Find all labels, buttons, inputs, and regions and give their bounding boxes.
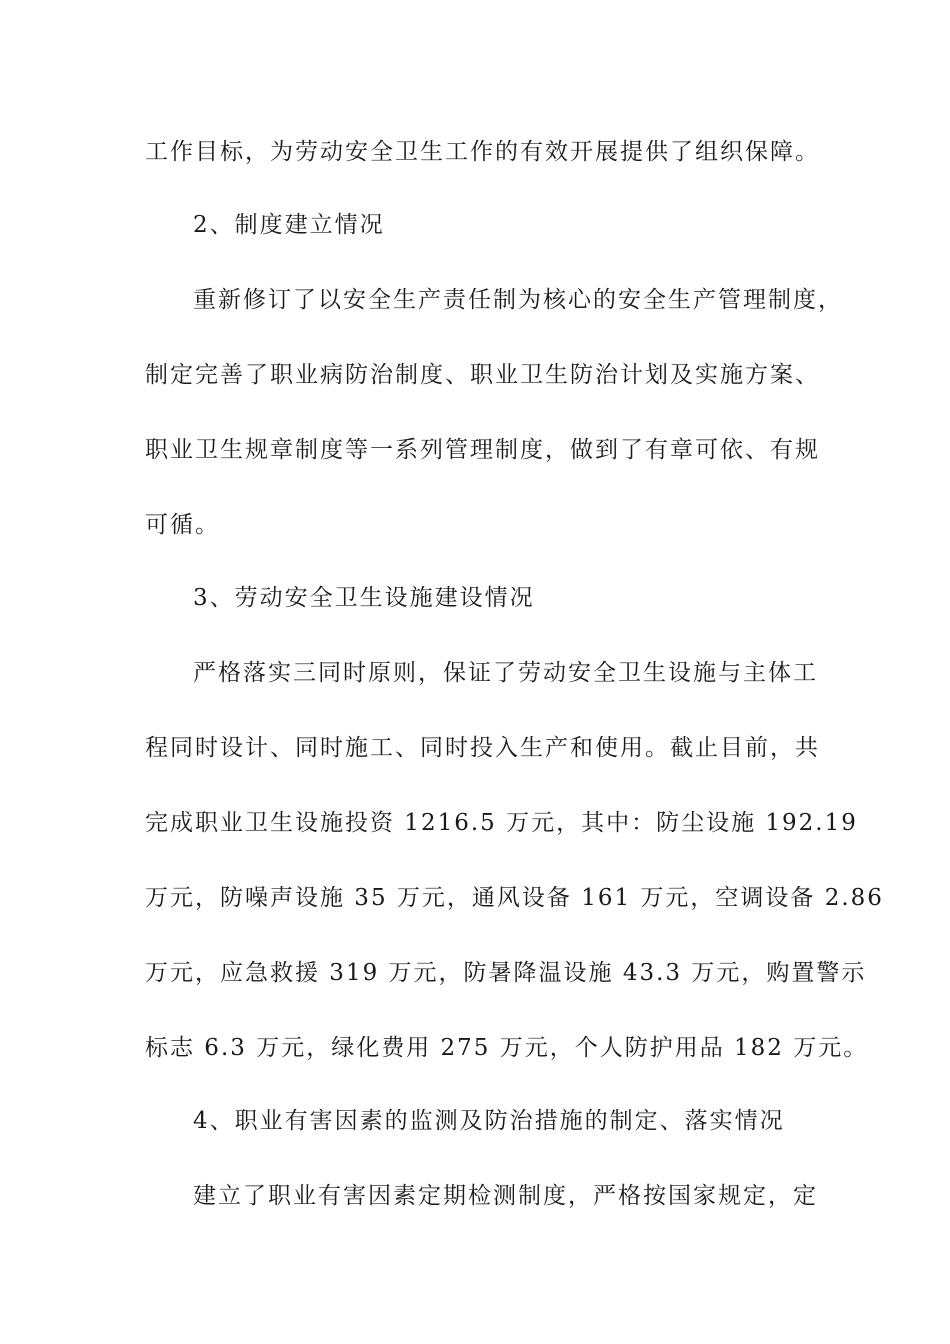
paragraph-line: 完成职业卫生设施投资 1216.5 万元，其中：防尘设施 192.19 — [145, 810, 858, 836]
paragraph-line: 严格落实三同时原则，保证了劳动安全卫生设施与主体工 — [193, 660, 818, 686]
paragraph-line: 万元，应急救援 319 万元，防暑降温设施 43.3 万元，购置警示 — [145, 960, 867, 986]
paragraph-line: 可循。 — [145, 512, 220, 538]
paragraph-line: 制定完善了职业病防治制度、职业卫生防治计划及实施方案、 — [145, 362, 820, 388]
paragraph-line: 程同时设计、同时施工、同时投入生产和使用。截止目前，共 — [145, 735, 820, 761]
paragraph-line: 工作目标，为劳动安全卫生工作的有效开展提供了组织保障。 — [145, 139, 820, 165]
paragraph-line: 职业卫生规章制度等一系列管理制度，做到了有章可依、有规 — [145, 437, 820, 463]
section-heading-2: 2、制度建立情况 — [193, 212, 385, 238]
section-heading-3: 3、劳动安全卫生设施建设情况 — [193, 585, 535, 611]
paragraph-line: 建立了职业有害因素定期检测制度，严格按国家规定，定 — [193, 1183, 818, 1209]
paragraph-line: 万元，防噪声设施 35 万元，通风设备 161 万元，空调设备 2.86 — [145, 885, 884, 911]
paragraph-line: 标志 6.3 万元，绿化费用 275 万元，个人防护用品 182 万元。 — [145, 1035, 869, 1061]
section-heading-4: 4、职业有害因素的监测及防治措施的制定、落实情况 — [193, 1108, 785, 1134]
paragraph-line: 重新修订了以安全生产责任制为核心的安全生产管理制度， — [193, 287, 843, 313]
